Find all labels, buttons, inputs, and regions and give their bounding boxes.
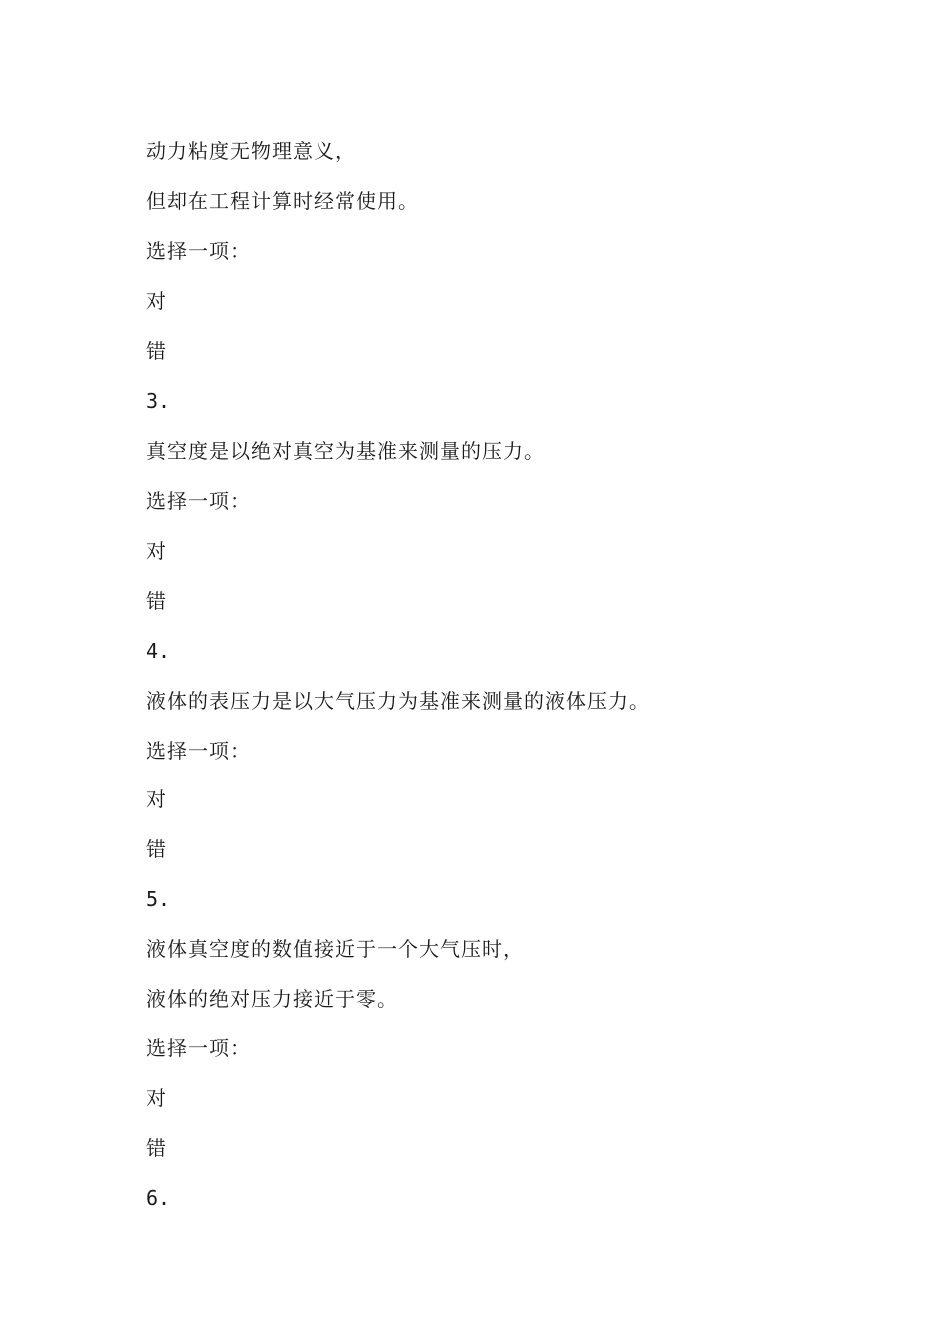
question-4-prompt: 选择一项： <box>146 739 251 763</box>
question-4-text: 液体的表压力是以大气压力为基准来测量的液体压力。 <box>146 689 650 713</box>
question-2-option-true[interactable]: 对 <box>146 289 167 313</box>
question-5-option-true[interactable]: 对 <box>146 1086 167 1110</box>
question-3-number: 3. <box>146 389 171 413</box>
question-5-prompt: 选择一项： <box>146 1036 251 1060</box>
question-4-option-false[interactable]: 错 <box>146 837 167 861</box>
question-4-number: 4. <box>146 639 171 663</box>
question-3-text: 真空度是以绝对真空为基准来测量的压力。 <box>146 439 545 463</box>
question-5-text-line-2: 液体的绝对压力接近于零。 <box>146 987 398 1011</box>
question-5-text-line-1: 液体真空度的数值接近于一个大气压时， <box>146 937 524 961</box>
question-2-prompt: 选择一项： <box>146 239 251 263</box>
question-5-number: 5. <box>146 887 171 911</box>
question-6-number: 6. <box>146 1186 171 1210</box>
question-2-text-line-2: 但却在工程计算时经常使用。 <box>146 189 419 213</box>
question-4-option-true[interactable]: 对 <box>146 787 167 811</box>
question-2-option-false[interactable]: 错 <box>146 339 167 363</box>
question-3-option-false[interactable]: 错 <box>146 589 167 613</box>
question-2-text-line-1: 动力粘度无物理意义， <box>146 139 356 163</box>
question-3-option-true[interactable]: 对 <box>146 539 167 563</box>
question-5-option-false[interactable]: 错 <box>146 1136 167 1160</box>
question-3-prompt: 选择一项： <box>146 489 251 513</box>
